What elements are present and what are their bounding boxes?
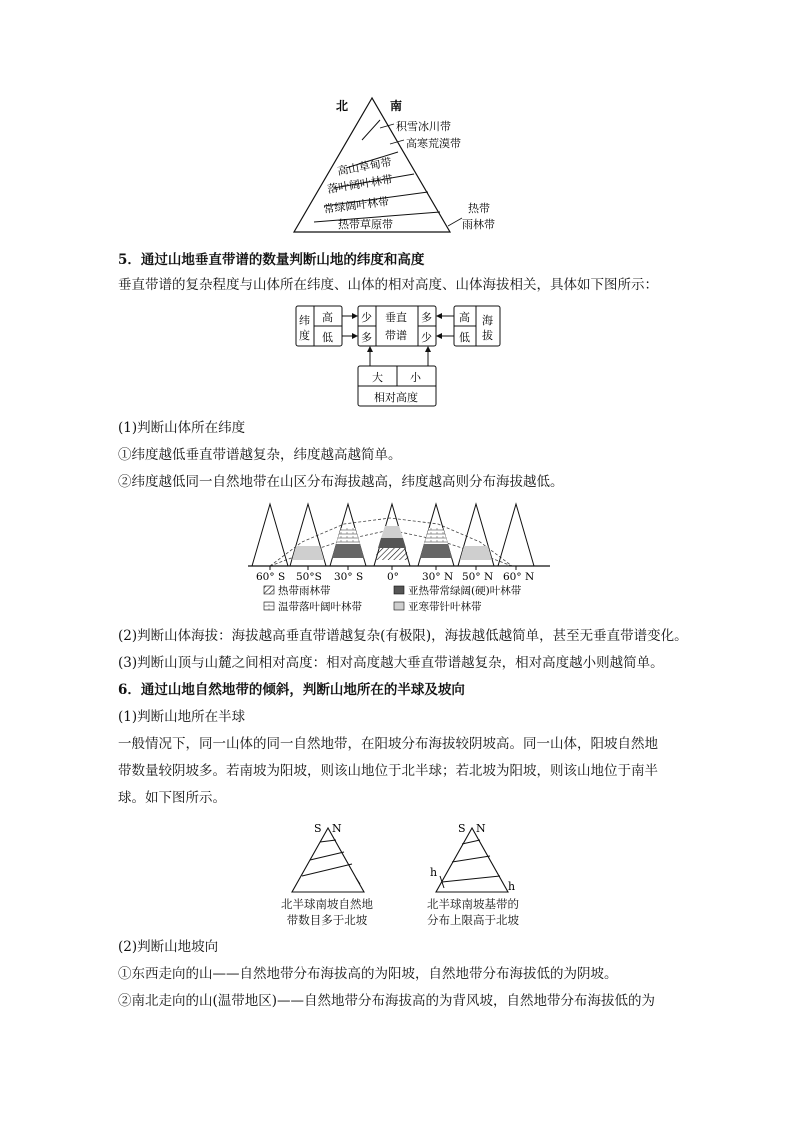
figure-caption-right: [408, 896, 538, 928]
zone-label: 热带草原带: [338, 218, 393, 231]
south-slope-label: S: [314, 822, 322, 835]
zone-label: 常绿阔叶林带: [322, 195, 390, 216]
section-5-heading: 5．通过山地垂直带谱的数量判断山地的纬度和高度: [118, 252, 425, 268]
slope-item-1: ①东西走向的山——自然地带分布海拔高的为阳坡，自然地带分布海拔低的为阴坡。: [118, 966, 618, 982]
latitude-label: 纬: [299, 314, 310, 327]
north-label: 北: [336, 99, 349, 113]
latitude-tick: 30° S: [334, 571, 364, 583]
big-label: 大: [372, 371, 383, 384]
high-label: 高: [459, 311, 470, 324]
legend-label: 亚热带常绿阔(硬)叶林带: [408, 585, 522, 597]
section-6-heading: 6．通过山地自然地带的倾斜，判断山地所在的半球及坡向: [118, 682, 465, 698]
zone-label: 落叶阔叶林带: [326, 172, 394, 196]
latitude-mountains-figure: [244, 500, 554, 618]
base-zone-label: 雨林带: [462, 218, 495, 231]
base-limit-label: h: [430, 866, 438, 879]
legend-label: 亚寒带针叶林带: [408, 601, 482, 613]
vertical-zonation-factors-diagram: [292, 302, 508, 410]
caption-line: 北半球南坡自然地: [281, 897, 373, 911]
high-label: 高: [322, 311, 333, 324]
latitude-tick: 60° N: [503, 571, 535, 583]
slope-comparison-figure: [280, 820, 540, 898]
latitude-tick: 50° N: [462, 571, 494, 583]
mountain-zonation-figure: [280, 92, 510, 240]
south-slope-label: S: [458, 822, 466, 835]
slope-item-2: ②南北走向的山(温带地区)——自然地带分布海拔高的为背风坡，自然地带分布海拔低的为: [118, 993, 656, 1009]
vertical-zone-label: 垂直: [385, 311, 407, 324]
relative-height-paragraph: (3)判断山顶与山麓之间相对高度：相对高度越大垂直带谱越复杂，相对高度越小则越简单。: [118, 655, 664, 671]
more-label: 多: [421, 311, 432, 324]
small-label: 小: [410, 371, 421, 384]
slope-subheading: (2)判断山地坡向: [118, 939, 219, 955]
latitude-label: 度: [299, 329, 310, 342]
zone-label: 高山草甸带: [336, 155, 393, 178]
hemisphere-subheading: (1)判断山地所在半球: [118, 709, 246, 725]
section-5-intro: 垂直带谱的复杂程度与山体所在纬度、山体的相对高度、山体海拔相关，具体如下图所示：: [118, 277, 658, 293]
hemisphere-paragraph-line: 一般情况下，同一山体的同一自然地带，在阳坡分布海拔较阴坡高。同一山体，阳坡自然地: [118, 736, 658, 752]
less-label: 少: [361, 311, 372, 324]
latitude-item-2: ②纬度越低同一自然地带在山区分布海拔越高，纬度越高则分布海拔越低。: [118, 474, 564, 490]
relative-height-label: 相对高度: [374, 391, 418, 404]
base-limit-label: h: [508, 880, 516, 893]
north-slope-label: N: [332, 822, 342, 835]
latitude-tick: 50°S: [296, 571, 322, 583]
hemisphere-paragraph-line: 球。如下图所示。: [118, 790, 226, 806]
caption-line: 分布上限高于北坡: [427, 913, 519, 927]
base-zone-label: 热带: [468, 202, 490, 215]
low-label: 低: [322, 331, 333, 344]
more-label: 多: [361, 331, 372, 344]
caption-line: 带数目多于北坡: [286, 913, 368, 927]
vertical-zone-label: 带谱: [385, 329, 407, 342]
latitude-subheading: (1)判断山体所在纬度: [118, 420, 246, 436]
figure-caption-left: [262, 896, 392, 928]
low-label: 低: [459, 331, 470, 344]
north-slope-label: N: [476, 822, 486, 835]
altitude-paragraph: (2)判断山体海拔：海拔越高垂直带谱越复杂(有极限)，海拔越低越简单，甚至无垂直带谱变化。: [118, 628, 688, 644]
south-label: 南: [390, 99, 403, 113]
altitude-label: 拔: [482, 329, 493, 342]
hemisphere-paragraph-line: 带数量较阴坡多。若南坡为阳坡，则该山地位于北半球；若北坡为阳坡，则该山地位于南半: [118, 763, 658, 779]
caption-line: 北半球南坡基带的: [427, 897, 519, 911]
latitude-tick: 0°: [387, 571, 399, 583]
legend-label: 温带落叶阔叶林带: [278, 601, 362, 613]
zone-label: 高寒荒漠带: [406, 137, 461, 150]
altitude-label: 海: [482, 314, 493, 327]
legend-label: 热带雨林带: [278, 585, 331, 597]
latitude-tick: 60° S: [256, 571, 286, 583]
zone-label: 积雪冰川带: [396, 120, 451, 133]
latitude-item-1: ①纬度越低垂直带谱越复杂，纬度越高越简单。: [118, 447, 402, 463]
latitude-tick: 30° N: [422, 571, 454, 583]
less-label: 少: [421, 331, 432, 344]
